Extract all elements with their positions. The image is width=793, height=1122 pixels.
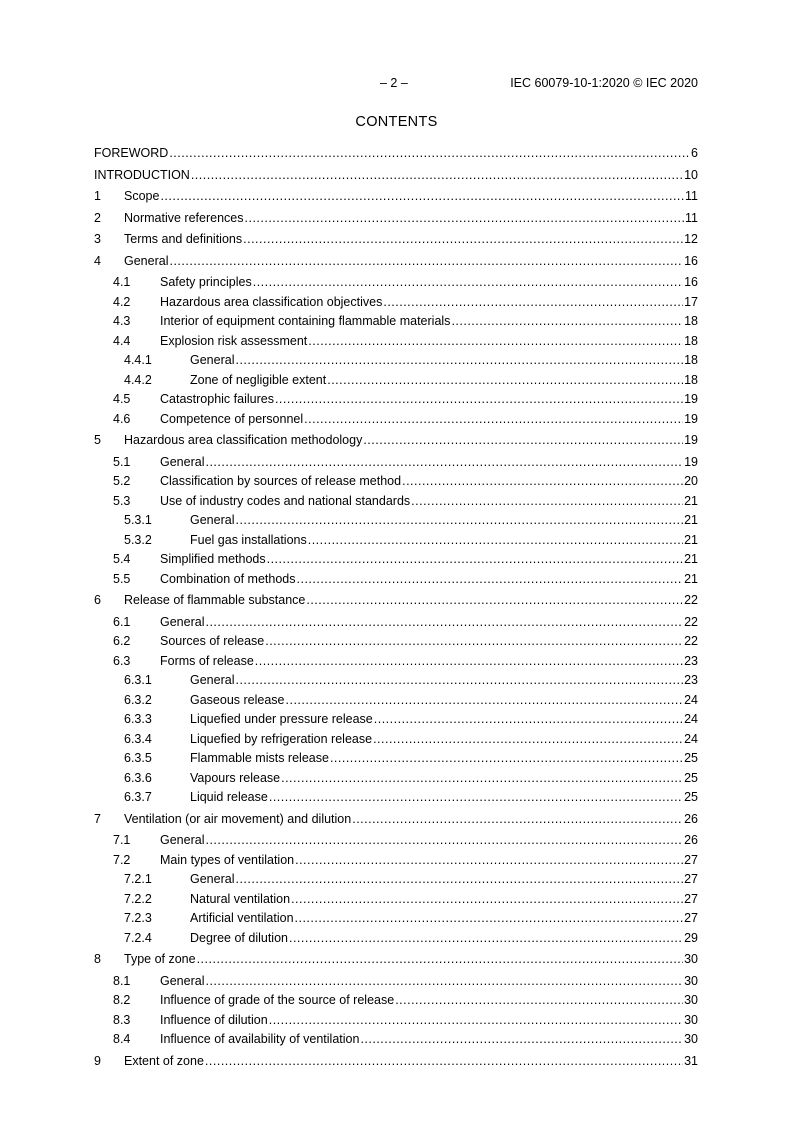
dot-leader bbox=[297, 571, 684, 587]
dot-leader bbox=[411, 493, 683, 509]
toc-entry-number: 5.2 bbox=[113, 474, 131, 488]
toc-entry-label: Liquefied by refrigeration release bbox=[190, 731, 373, 746]
toc-entry-label: INTRODUCTION bbox=[94, 167, 190, 182]
toc-entry-label: Hazardous area classification objectives bbox=[160, 294, 383, 309]
toc-entry-number: 6.3 bbox=[113, 653, 131, 668]
toc-entry-line bbox=[160, 852, 698, 868]
toc-entry[interactable] bbox=[94, 871, 698, 887]
toc-entry-page: 22 bbox=[684, 634, 698, 648]
toc-entry[interactable] bbox=[94, 930, 698, 946]
toc-entry-number: 5.1 bbox=[113, 454, 131, 469]
toc-entry-line bbox=[160, 973, 698, 989]
toc-entry-page: 6 bbox=[691, 146, 698, 160]
toc-entry-number: 5.3 bbox=[113, 493, 131, 508]
toc-entry-page: 18 bbox=[684, 372, 698, 387]
toc-entry-line bbox=[160, 633, 698, 649]
dot-leader bbox=[205, 832, 683, 848]
toc-entry-number: 2 bbox=[94, 210, 101, 225]
toc-entry-label: Degree of dilution bbox=[190, 930, 288, 945]
toc-entry-line bbox=[190, 910, 698, 926]
toc-entry[interactable] bbox=[94, 333, 698, 349]
toc-entry-number: 6.2 bbox=[113, 634, 131, 648]
toc-entry-page: 27 bbox=[684, 872, 698, 886]
toc-entry-number: 6.3.1 bbox=[124, 673, 152, 687]
toc-entry-label: Release of flammable substance bbox=[124, 593, 306, 607]
toc-entry-label: Liquefied under pressure release bbox=[190, 712, 373, 726]
toc-entry-number: 4.6 bbox=[113, 411, 131, 426]
toc-entry-label: General bbox=[190, 513, 235, 527]
toc-entry-label: Interior of equipment containing flammable materials bbox=[160, 314, 451, 328]
toc-entry-label: Normative references bbox=[124, 210, 244, 225]
toc-entry-label: Sources of release bbox=[160, 634, 265, 648]
toc-entry-number: 5.3.1 bbox=[124, 513, 152, 527]
toc-entry-label: Fuel gas installations bbox=[190, 532, 307, 547]
toc-entry[interactable] bbox=[94, 852, 698, 868]
dot-leader bbox=[308, 532, 683, 548]
toc-entry-line bbox=[190, 789, 698, 805]
toc-entry-page: 27 bbox=[684, 911, 698, 925]
toc-entry[interactable] bbox=[94, 551, 698, 567]
toc-entry-line bbox=[124, 253, 698, 269]
toc-entry-label: General bbox=[190, 673, 235, 687]
toc-entry-label: General bbox=[160, 614, 205, 629]
dot-leader bbox=[205, 1053, 683, 1069]
dot-leader bbox=[295, 852, 683, 868]
toc-entry-number: 8.3 bbox=[113, 1012, 131, 1027]
toc-entry-label: Influence of grade of the source of release bbox=[160, 993, 395, 1007]
dot-leader bbox=[265, 633, 683, 649]
toc-entry[interactable] bbox=[94, 512, 698, 528]
toc-entry-label: Influence of availability of ventilation bbox=[160, 1032, 360, 1046]
dot-leader bbox=[267, 551, 683, 567]
toc-entry-number: 8.2 bbox=[113, 993, 131, 1007]
toc-entry[interactable] bbox=[94, 352, 698, 368]
toc-entry-number: 6.3.4 bbox=[124, 731, 152, 746]
toc-entry-page: 21 bbox=[684, 552, 698, 566]
dot-leader bbox=[291, 891, 683, 907]
toc-entry[interactable] bbox=[94, 210, 698, 226]
toc-entry[interactable] bbox=[94, 614, 698, 630]
dot-leader bbox=[243, 231, 683, 247]
dot-leader bbox=[205, 973, 683, 989]
dot-leader bbox=[169, 145, 690, 161]
page-header bbox=[0, 76, 793, 92]
toc-entry[interactable] bbox=[94, 1012, 698, 1028]
dot-leader bbox=[253, 274, 683, 290]
toc-entry[interactable] bbox=[94, 432, 698, 448]
toc-entry-line bbox=[160, 1031, 698, 1047]
toc-entry-number: 7.2.3 bbox=[124, 911, 152, 925]
toc-entry-line bbox=[160, 391, 698, 407]
toc-entry-label: Simplified methods bbox=[160, 552, 266, 566]
toc-entry-number: 3 bbox=[94, 232, 101, 246]
toc-entry-label: Vapours release bbox=[190, 770, 281, 785]
toc-entry-line bbox=[124, 188, 698, 204]
toc-entry[interactable] bbox=[94, 253, 698, 269]
toc-entry-number: 4.2 bbox=[113, 294, 131, 309]
toc-entry-line bbox=[160, 653, 698, 669]
toc-entry-number: 5.4 bbox=[113, 552, 131, 566]
toc-entry[interactable] bbox=[94, 692, 698, 708]
toc-entry-label: General bbox=[124, 253, 169, 268]
toc-entry-page: 16 bbox=[684, 275, 698, 289]
toc-entry-line bbox=[190, 352, 698, 368]
toc-entry[interactable] bbox=[94, 711, 698, 727]
toc-entry-page: 24 bbox=[684, 712, 698, 726]
toc-entry[interactable] bbox=[94, 811, 698, 827]
toc-entry-label: Artificial ventilation bbox=[190, 911, 294, 925]
dot-leader bbox=[205, 614, 683, 630]
toc-entry-label: Gaseous release bbox=[190, 692, 285, 707]
toc-entry-page: 24 bbox=[684, 692, 698, 707]
toc-entry-number: 4.4.1 bbox=[124, 353, 152, 367]
toc-entry[interactable] bbox=[94, 1053, 698, 1069]
dot-leader bbox=[286, 692, 684, 708]
dot-leader bbox=[235, 512, 683, 528]
toc-entry-number: 6.3.5 bbox=[124, 751, 152, 765]
toc-entry-line bbox=[190, 372, 698, 388]
toc-entry-number: 9 bbox=[94, 1053, 101, 1068]
toc-entry-label: Main types of ventilation bbox=[160, 852, 295, 867]
toc-entry-page: 19 bbox=[684, 411, 698, 426]
toc-entry-label: General bbox=[160, 454, 205, 469]
document-identifier: IEC 60079-10-1:2020 © IEC 2020 bbox=[510, 76, 698, 90]
toc-entry-page: 21 bbox=[684, 571, 698, 586]
toc-entry-page: 23 bbox=[684, 673, 698, 687]
toc-entry-number: 5 bbox=[94, 433, 101, 447]
toc-entry-label: General bbox=[190, 353, 235, 367]
toc-entry[interactable] bbox=[94, 832, 698, 848]
toc-entry-page: 30 bbox=[684, 1032, 698, 1046]
toc-entry-label: Competence of personnel bbox=[160, 411, 304, 426]
toc-entry-page: 23 bbox=[684, 653, 698, 668]
toc-entry-number: 4.4.2 bbox=[124, 372, 152, 387]
dot-leader bbox=[306, 592, 683, 608]
toc-entry-line bbox=[190, 731, 698, 747]
toc-entry-label: General bbox=[190, 872, 235, 886]
toc-entry-number: 8.1 bbox=[113, 973, 131, 988]
toc-entry[interactable] bbox=[94, 731, 698, 747]
toc-entry-number: 4.1 bbox=[113, 275, 131, 289]
toc-entry-line bbox=[124, 231, 698, 247]
toc-entry[interactable] bbox=[94, 188, 698, 204]
dot-leader bbox=[402, 473, 683, 489]
toc-entry[interactable] bbox=[94, 454, 698, 470]
toc-entry[interactable] bbox=[94, 411, 698, 427]
toc-entry-line bbox=[160, 454, 698, 470]
toc-entry-line bbox=[190, 930, 698, 946]
toc-entry-line bbox=[190, 891, 698, 907]
toc-entry-line bbox=[124, 210, 698, 226]
toc-entry-label: General bbox=[160, 973, 205, 988]
toc-entry-line bbox=[190, 512, 698, 528]
toc-entry-line bbox=[94, 145, 698, 161]
toc-entry-line bbox=[190, 672, 698, 688]
toc-entry-page: 27 bbox=[684, 891, 698, 906]
toc-entry-label: Terms and definitions bbox=[124, 232, 243, 246]
toc-entry[interactable] bbox=[94, 973, 698, 989]
dot-leader bbox=[191, 167, 683, 183]
toc-entry-page: 27 bbox=[684, 852, 698, 867]
toc-entry-label: Influence of dilution bbox=[160, 1012, 268, 1027]
toc-entry[interactable] bbox=[94, 653, 698, 669]
dot-leader bbox=[374, 711, 683, 727]
page-number: – 2 – bbox=[380, 76, 408, 90]
toc-entry-number: 4.4 bbox=[113, 333, 131, 348]
toc-entry[interactable] bbox=[94, 145, 698, 161]
toc-entry[interactable] bbox=[94, 592, 698, 608]
toc-entry-line bbox=[160, 832, 698, 848]
toc-entry[interactable] bbox=[94, 493, 698, 509]
toc-entry[interactable] bbox=[94, 294, 698, 310]
dot-leader bbox=[235, 871, 683, 887]
toc-entry-label: Extent of zone bbox=[124, 1053, 204, 1068]
dot-leader bbox=[255, 653, 683, 669]
toc-entry-number: 8 bbox=[94, 952, 101, 966]
toc-entry[interactable] bbox=[94, 571, 698, 587]
toc-entry-page: 22 bbox=[684, 593, 698, 607]
toc-entry-number: 4.5 bbox=[113, 392, 131, 406]
toc-entry-page: 19 bbox=[684, 392, 698, 406]
toc-entry-line bbox=[160, 333, 698, 349]
toc-entry-page: 22 bbox=[684, 614, 698, 629]
toc-entry-label: Explosion risk assessment bbox=[160, 333, 308, 348]
toc-entry-number: 1 bbox=[94, 189, 101, 203]
toc-entry-label: Catastrophic failures bbox=[160, 392, 274, 406]
toc-entry-number: 7.2 bbox=[113, 852, 131, 867]
dot-leader bbox=[197, 951, 684, 967]
toc-entry-number: 7.2.1 bbox=[124, 872, 152, 886]
toc-entry[interactable] bbox=[94, 750, 698, 766]
toc-entry-line bbox=[160, 551, 698, 567]
toc-entry[interactable] bbox=[94, 992, 698, 1008]
toc-entry-line bbox=[94, 167, 698, 183]
toc-entry-page: 25 bbox=[684, 770, 698, 785]
dot-leader bbox=[373, 731, 683, 747]
toc-entry-number: 7.2.4 bbox=[124, 930, 152, 945]
toc-entry-page: 25 bbox=[684, 751, 698, 765]
dot-leader bbox=[245, 210, 685, 226]
toc-entry-page: 30 bbox=[684, 1012, 698, 1027]
toc-entry-page: 10 bbox=[684, 167, 698, 182]
toc-entry-page: 11 bbox=[685, 210, 698, 225]
toc-entry[interactable] bbox=[94, 391, 698, 407]
toc-entry-line bbox=[160, 274, 698, 290]
toc-entry-page: 30 bbox=[684, 993, 698, 1007]
toc-entry-page: 25 bbox=[684, 790, 698, 804]
dot-leader bbox=[360, 1031, 683, 1047]
toc-entry-label: Combination of methods bbox=[160, 571, 296, 586]
toc-entry-page: 17 bbox=[684, 294, 698, 309]
toc-entry-label: Use of industry codes and national standards bbox=[160, 493, 411, 508]
toc-entry-page: 19 bbox=[684, 454, 698, 469]
toc-entry-line bbox=[160, 571, 698, 587]
toc-entry-line bbox=[190, 532, 698, 548]
toc-entry-label: General bbox=[160, 833, 205, 847]
toc-entry-number: 6.3.3 bbox=[124, 712, 152, 726]
toc-entry-label: Liquid release bbox=[190, 790, 268, 804]
toc-entry-line bbox=[124, 951, 698, 967]
toc-entry-line bbox=[160, 473, 698, 489]
toc-entry-label: Type of zone bbox=[124, 952, 196, 966]
toc-entry-number: 6 bbox=[94, 593, 101, 607]
dot-leader bbox=[363, 432, 683, 448]
toc-entry[interactable] bbox=[94, 910, 698, 926]
toc-entry-line bbox=[190, 711, 698, 727]
toc-entry-page: 11 bbox=[685, 189, 698, 203]
toc-entry-label: Scope bbox=[124, 189, 160, 203]
dot-leader bbox=[160, 188, 684, 204]
toc-entry-number: 7.2.2 bbox=[124, 891, 152, 906]
toc-entry-number: 5.3.2 bbox=[124, 532, 152, 547]
toc-entry[interactable] bbox=[94, 167, 698, 183]
toc-entry-line bbox=[124, 592, 698, 608]
dot-leader bbox=[169, 253, 683, 269]
dot-leader bbox=[327, 372, 683, 388]
toc-entry-page: 30 bbox=[684, 952, 698, 966]
toc-entry-line bbox=[160, 294, 698, 310]
toc-entry-number: 5.5 bbox=[113, 571, 131, 586]
toc-entry-line bbox=[124, 1053, 698, 1069]
page-title: CONTENTS bbox=[355, 114, 438, 130]
toc-entry-page: 18 bbox=[684, 353, 698, 367]
dot-leader bbox=[352, 811, 683, 827]
toc-entry-line bbox=[190, 692, 698, 708]
toc-entry-line bbox=[124, 432, 698, 448]
dot-leader bbox=[395, 992, 683, 1008]
dot-leader bbox=[304, 411, 683, 427]
toc-entry-line bbox=[160, 411, 698, 427]
toc-entry[interactable] bbox=[94, 231, 698, 247]
toc-entry[interactable] bbox=[94, 313, 698, 329]
toc-entry-label: Forms of release bbox=[160, 653, 254, 668]
toc-entry-page: 24 bbox=[684, 731, 698, 746]
toc-entry-line bbox=[190, 770, 698, 786]
dot-leader bbox=[281, 770, 683, 786]
toc-entry-label: Flammable mists release bbox=[190, 751, 329, 765]
toc-entry-line bbox=[160, 614, 698, 630]
toc-entry[interactable] bbox=[94, 473, 698, 489]
toc-entry-label: Ventilation (or air movement) and dilution bbox=[124, 811, 352, 826]
toc-entry-label: FOREWORD bbox=[94, 146, 169, 160]
toc-entry-page: 30 bbox=[684, 973, 698, 988]
toc-entry-label: Zone of negligible extent bbox=[190, 372, 327, 387]
toc-entry-line bbox=[160, 992, 698, 1008]
toc-entry-line bbox=[160, 493, 698, 509]
toc-entry-label: Natural ventilation bbox=[190, 891, 291, 906]
toc-entry-number: 4 bbox=[94, 253, 101, 268]
toc-entry-number: 7.1 bbox=[113, 833, 131, 847]
toc-entry-number: 6.3.6 bbox=[124, 770, 152, 785]
toc-entry-page: 26 bbox=[684, 811, 698, 826]
dot-leader bbox=[295, 910, 684, 926]
toc-entry[interactable] bbox=[94, 274, 698, 290]
toc-entry-page: 19 bbox=[684, 433, 698, 447]
toc-entry[interactable] bbox=[94, 770, 698, 786]
toc-entry-page: 18 bbox=[684, 314, 698, 328]
dot-leader bbox=[451, 313, 683, 329]
toc-entry-page: 12 bbox=[684, 232, 698, 246]
toc-entry-page: 21 bbox=[684, 513, 698, 527]
toc-entry[interactable] bbox=[94, 951, 698, 967]
toc-entry[interactable] bbox=[94, 372, 698, 388]
toc-entry-number: 8.4 bbox=[113, 1032, 131, 1046]
dot-leader bbox=[275, 391, 683, 407]
toc-entry[interactable] bbox=[94, 891, 698, 907]
dot-leader bbox=[235, 352, 683, 368]
toc-entry-label: Hazardous area classification methodology bbox=[124, 433, 363, 447]
dot-leader bbox=[269, 789, 683, 805]
dot-leader bbox=[205, 454, 683, 470]
toc-entry[interactable] bbox=[94, 789, 698, 805]
toc-entry-label: Safety principles bbox=[160, 275, 252, 289]
dot-leader bbox=[289, 930, 683, 946]
dot-leader bbox=[235, 672, 683, 688]
toc-entry-page: 20 bbox=[684, 474, 698, 488]
dot-leader bbox=[383, 294, 683, 310]
toc-entry[interactable] bbox=[94, 1031, 698, 1047]
dot-leader bbox=[269, 1012, 683, 1028]
toc-entry-page: 21 bbox=[684, 532, 698, 547]
toc-entry-line bbox=[124, 811, 698, 827]
toc-entry-page: 26 bbox=[684, 833, 698, 847]
toc-entry[interactable] bbox=[94, 633, 698, 649]
toc-entry-label: Classification by sources of release method bbox=[160, 474, 402, 488]
toc-entry-line bbox=[190, 871, 698, 887]
toc-entry-page: 21 bbox=[684, 493, 698, 508]
toc-entry-line bbox=[160, 1012, 698, 1028]
toc-entry-page: 31 bbox=[684, 1053, 698, 1068]
toc-entry[interactable] bbox=[94, 672, 698, 688]
toc-entry-page: 18 bbox=[684, 333, 698, 348]
toc-entry-page: 16 bbox=[684, 253, 698, 268]
dot-leader bbox=[330, 750, 683, 766]
toc-entry-number: 7 bbox=[94, 811, 101, 826]
dot-leader bbox=[308, 333, 683, 349]
toc-entry[interactable] bbox=[94, 532, 698, 548]
toc-entry-page: 29 bbox=[684, 930, 698, 945]
toc-entry-number: 6.1 bbox=[113, 614, 131, 629]
toc-entry-number: 6.3.2 bbox=[124, 692, 152, 707]
toc-entry-number: 4.3 bbox=[113, 314, 131, 328]
toc-entry-line bbox=[190, 750, 698, 766]
toc-entry-line bbox=[160, 313, 698, 329]
toc-entry-number: 6.3.7 bbox=[124, 790, 152, 804]
